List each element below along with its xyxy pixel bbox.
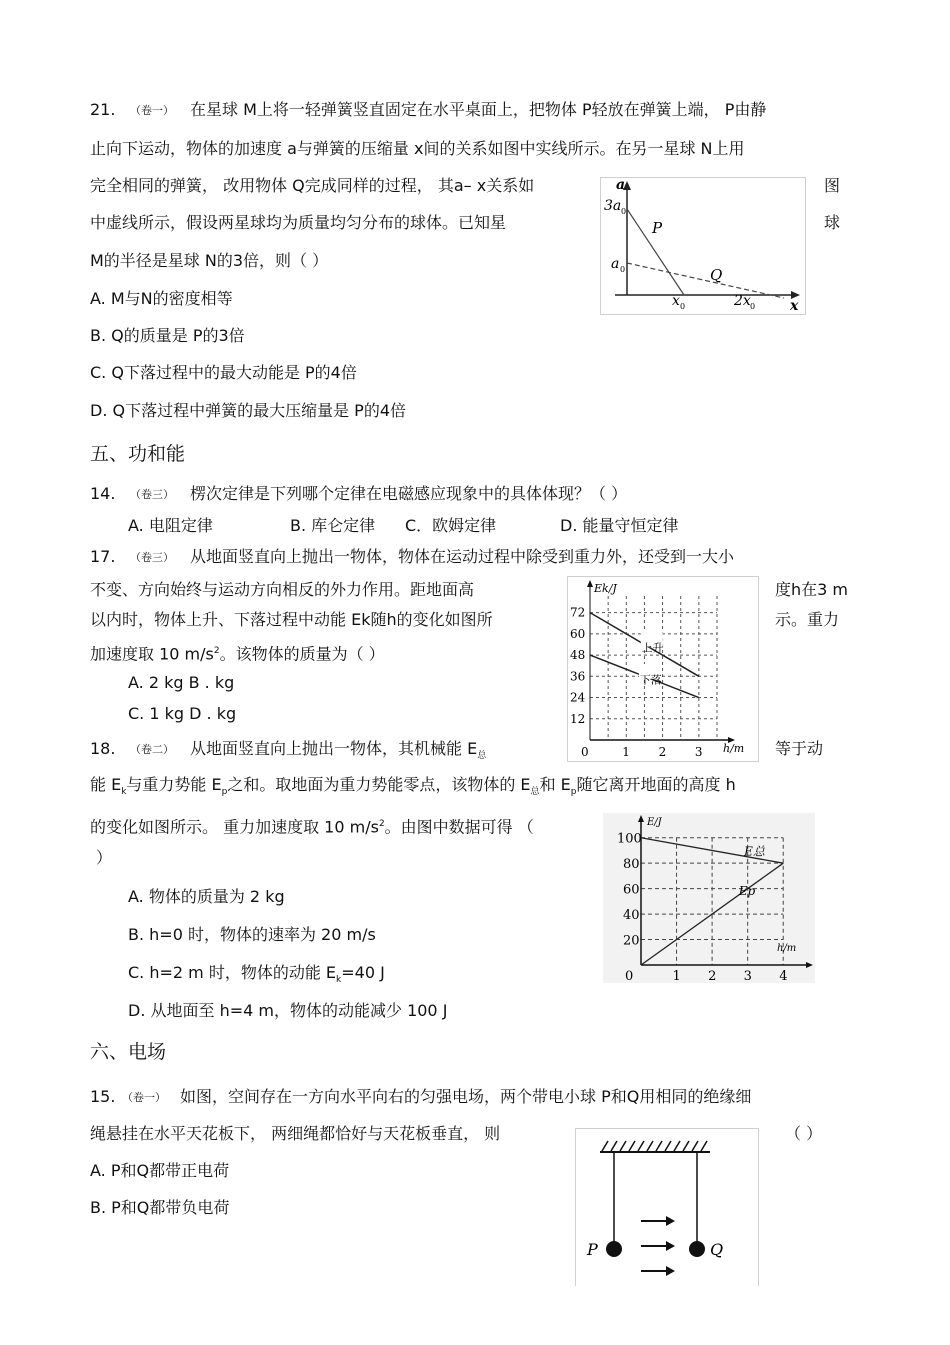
q18-line2-a: 能 E <box>90 775 122 794</box>
q17-line3: 以内时，物体上升、下落过程中动能 Ek随h的变化如图所 <box>90 610 493 629</box>
q21-option-c: C. Q下落过程中的最大动能是 P的4倍 <box>90 363 357 382</box>
q21-y-label: a <box>616 177 626 193</box>
q17-y-tick: 12 <box>570 711 586 726</box>
q21-x-label: x <box>790 298 799 314</box>
q18-line1-text: 从地面竖直向上抛出一物体，其机械能 E <box>190 739 478 758</box>
q18-line3-text: 的变化如图所示。 重力加速度取 10 m/s <box>90 817 379 837</box>
q15-ball-p <box>606 1241 622 1257</box>
q21-label-q: Q <box>710 266 723 284</box>
q18-line1 <box>190 739 486 766</box>
q14-option-a: A. 电阻定律 <box>128 516 213 535</box>
q18-line3-sup: 2 <box>378 819 385 829</box>
q18-x-tick: 4 <box>779 969 788 983</box>
q15-line1: 如图，空间存在一方向水平向右的匀强电场，两个带电小球 P和Q用相同的绝缘细 <box>180 1087 752 1106</box>
q14-tag: （卷三） <box>130 488 174 501</box>
q21-line3: 完全相同的弹簧， 改用物体 Q完成同样的过程， 其a– x关系如 <box>90 176 535 195</box>
q14-stem: 楞次定律是下列哪个定律在电磁感应现象中的具体体现？（ ） <box>190 484 628 503</box>
q15-number: 15. <box>90 1087 116 1106</box>
q18-option-c-text: C. h=2 m 时，物体的动能 E <box>128 963 337 982</box>
q15-line2: 绳悬挂在水平天花板下， 两细绳都恰好与天花板垂直， 则 <box>90 1124 501 1143</box>
q18-chart <box>603 813 815 983</box>
q18-line2-c: 之和。取地面为重力势能零点，该物体的 E <box>227 775 531 794</box>
q21-y-tick-3a: 3a <box>604 198 622 214</box>
q17-series-label-down: 下落 <box>639 673 662 687</box>
q18-y-label: E/J <box>647 817 662 828</box>
q18-y-arrow <box>638 815 644 822</box>
q17-y-tick: 24 <box>570 690 586 705</box>
q15-line2-tail: （ ） <box>785 1124 823 1143</box>
q15-tag: （卷一） <box>122 1091 166 1104</box>
q18-option-c-rest: =40 J <box>341 963 385 982</box>
q18-y-tick: 20 <box>623 933 640 949</box>
q14-option-b: B. 库仑定律 <box>290 516 376 535</box>
q15-option-a: A. P和Q都带正电荷 <box>90 1161 230 1180</box>
q18-x-label: h/m <box>777 943 797 954</box>
q17-chart <box>567 576 759 762</box>
q17-x-tick: 3 <box>694 745 703 759</box>
q14-option-c: C．欧姆定律 <box>405 516 497 535</box>
q15-field-arrows <box>641 1216 675 1276</box>
q21-line5: M的半径是星球 N的3倍，则（ ） <box>90 251 329 270</box>
q18-x-tick: 3 <box>743 969 752 983</box>
q18-y-tick: 60 <box>623 882 640 898</box>
q18-line2-sub-k: k <box>121 787 127 798</box>
q17-number: 17. <box>90 547 116 566</box>
q17-line4 <box>90 641 385 664</box>
q21-line4-tail: 球 <box>824 213 841 232</box>
q18-line3 <box>90 814 534 837</box>
q18-x-tick: 2 <box>708 969 717 983</box>
q21-line4: 中虚线所示，假设两星球均为质量均匀分布的球体。已知星 <box>90 213 507 232</box>
q14-option-d: D. 能量守恒定律 <box>560 516 679 535</box>
q17-line2-tail: 度h在3 m <box>775 580 848 599</box>
q17-y-tick: 72 <box>570 605 586 620</box>
q17-line1: 从地面竖直向上抛出一物体，物体在运动过程中除受到重力外，还受到一大小 <box>190 547 735 566</box>
q18-option-a: A. 物体的质量为 2 kg <box>128 887 285 906</box>
q18-x-arrow <box>806 962 813 968</box>
q17-y-tick: 60 <box>570 626 586 641</box>
q17-tag: （卷三） <box>130 551 174 564</box>
q17-y-arrow <box>587 580 593 587</box>
q17-y-tick: 36 <box>570 669 586 684</box>
q18-y-tick: 80 <box>623 857 640 873</box>
q18-y-tick: 100 <box>617 831 642 847</box>
q18-line2-sub-p2: p <box>570 787 577 798</box>
q18-option-b: B. h=0 时，物体的速率为 20 m/s <box>128 925 376 944</box>
q21-number: 21. <box>90 100 116 119</box>
q18-line4: ） <box>96 848 113 867</box>
q21-line2: 止向下运动，物体的加速度 a与弹簧的压缩量 x间的关系如图中实线所示。在另一星球 N上用 <box>90 139 745 158</box>
q17-series-label-up: 上升 <box>641 641 664 655</box>
q21-x-tick-x0: x <box>672 293 680 309</box>
q21-line1: 在星球 M上将一轻弹簧竖直固定在水平桌面上，把物体 P轻放在弹簧上端， P由静 <box>190 100 767 119</box>
q18-line2-sub-p: p <box>221 787 228 798</box>
q18-line2-sub-total: 总 <box>530 787 540 798</box>
q18-line2 <box>90 775 736 802</box>
q14-number: 14. <box>90 484 116 503</box>
q21-figure <box>600 177 806 315</box>
q21-x-tick-x0-sub: 0 <box>680 302 686 311</box>
q18-y-tick: 0 <box>625 969 634 983</box>
q18-x-tick: 1 <box>672 969 681 983</box>
q18-number: 18. <box>90 739 116 758</box>
q18-label-ep: Ep <box>738 884 756 898</box>
q15-figure <box>575 1128 759 1286</box>
q18-line2-e: 随它离开地面的高度 h <box>576 775 736 794</box>
q17-line4-rest: 。该物体的质量为（ ） <box>219 644 385 664</box>
q15-option-b: B. P和Q都带负电荷 <box>90 1198 230 1217</box>
q18-y-tick: 40 <box>623 908 640 924</box>
q17-x-label: h/m <box>723 742 745 755</box>
q21-label-p: P <box>652 219 663 237</box>
q17-x-tick: 2 <box>658 745 667 759</box>
q17-line3-tail: 示。重力 <box>775 610 840 629</box>
q21-y-tick-a-sub: 0 <box>620 265 626 274</box>
q21-line3-tail: 图 <box>824 176 841 195</box>
q17-x-tick: 1 <box>622 745 630 759</box>
q21-line-q <box>627 263 784 298</box>
q21-tag: （卷一） <box>130 104 174 117</box>
q17-x-tick: 0 <box>581 745 589 759</box>
q21-option-a: A. M与N的密度相等 <box>90 289 233 308</box>
q15-ceiling-hatch <box>602 1141 707 1151</box>
q21-option-d: D. Q下落过程中弹簧的最大压缩量是 P的4倍 <box>90 401 407 420</box>
q21-option-b: B. Q的质量是 P的3倍 <box>90 326 245 345</box>
q21-x-tick-2x0-sub: 0 <box>750 302 756 311</box>
q18-line3-rest: 。由图中数据可得 （ <box>384 817 534 837</box>
q18-option-c <box>128 963 385 990</box>
q17-y-tick: 48 <box>570 648 586 663</box>
q17-y-label: Ek/J <box>594 582 617 595</box>
q21-y-tick-a: a <box>611 256 620 272</box>
q18-line1-tail: 等于动 <box>775 739 824 758</box>
section-6-title: 六、电场 <box>90 1041 167 1063</box>
q18-option-c-sub: k <box>336 975 342 986</box>
q17-line4-text: 加速度取 10 m/s <box>90 644 214 664</box>
q15-ball-q <box>689 1241 705 1257</box>
q15-label-p: P <box>587 1240 598 1259</box>
q18-line1-sub: 总 <box>477 751 487 762</box>
q15-label-q: Q <box>710 1240 724 1259</box>
q18-option-d: D. 从地面至 h=4 m，物体的动能减少 100 J <box>128 1001 448 1020</box>
q21-x-tick-2x0: 2x <box>734 293 751 309</box>
q18-line2-b: 与重力势能 E <box>126 775 222 794</box>
q18-tag: （卷二） <box>130 743 174 756</box>
q17-option-cd: C. 1 kg D . kg <box>128 704 237 723</box>
q17-line4-sup: 2 <box>213 646 220 656</box>
q18-line2-d: 和 E <box>539 775 571 794</box>
q17-line2: 不变、方向始终与运动方向相反的外力作用。距地面高 <box>90 580 475 599</box>
section-5-title: 五、功和能 <box>90 443 186 465</box>
q21-y-tick-3a-sub: 0 <box>621 207 627 216</box>
q17-option-ab: A. 2 kg B . kg <box>128 673 235 692</box>
q18-label-total: E总 <box>744 844 765 859</box>
